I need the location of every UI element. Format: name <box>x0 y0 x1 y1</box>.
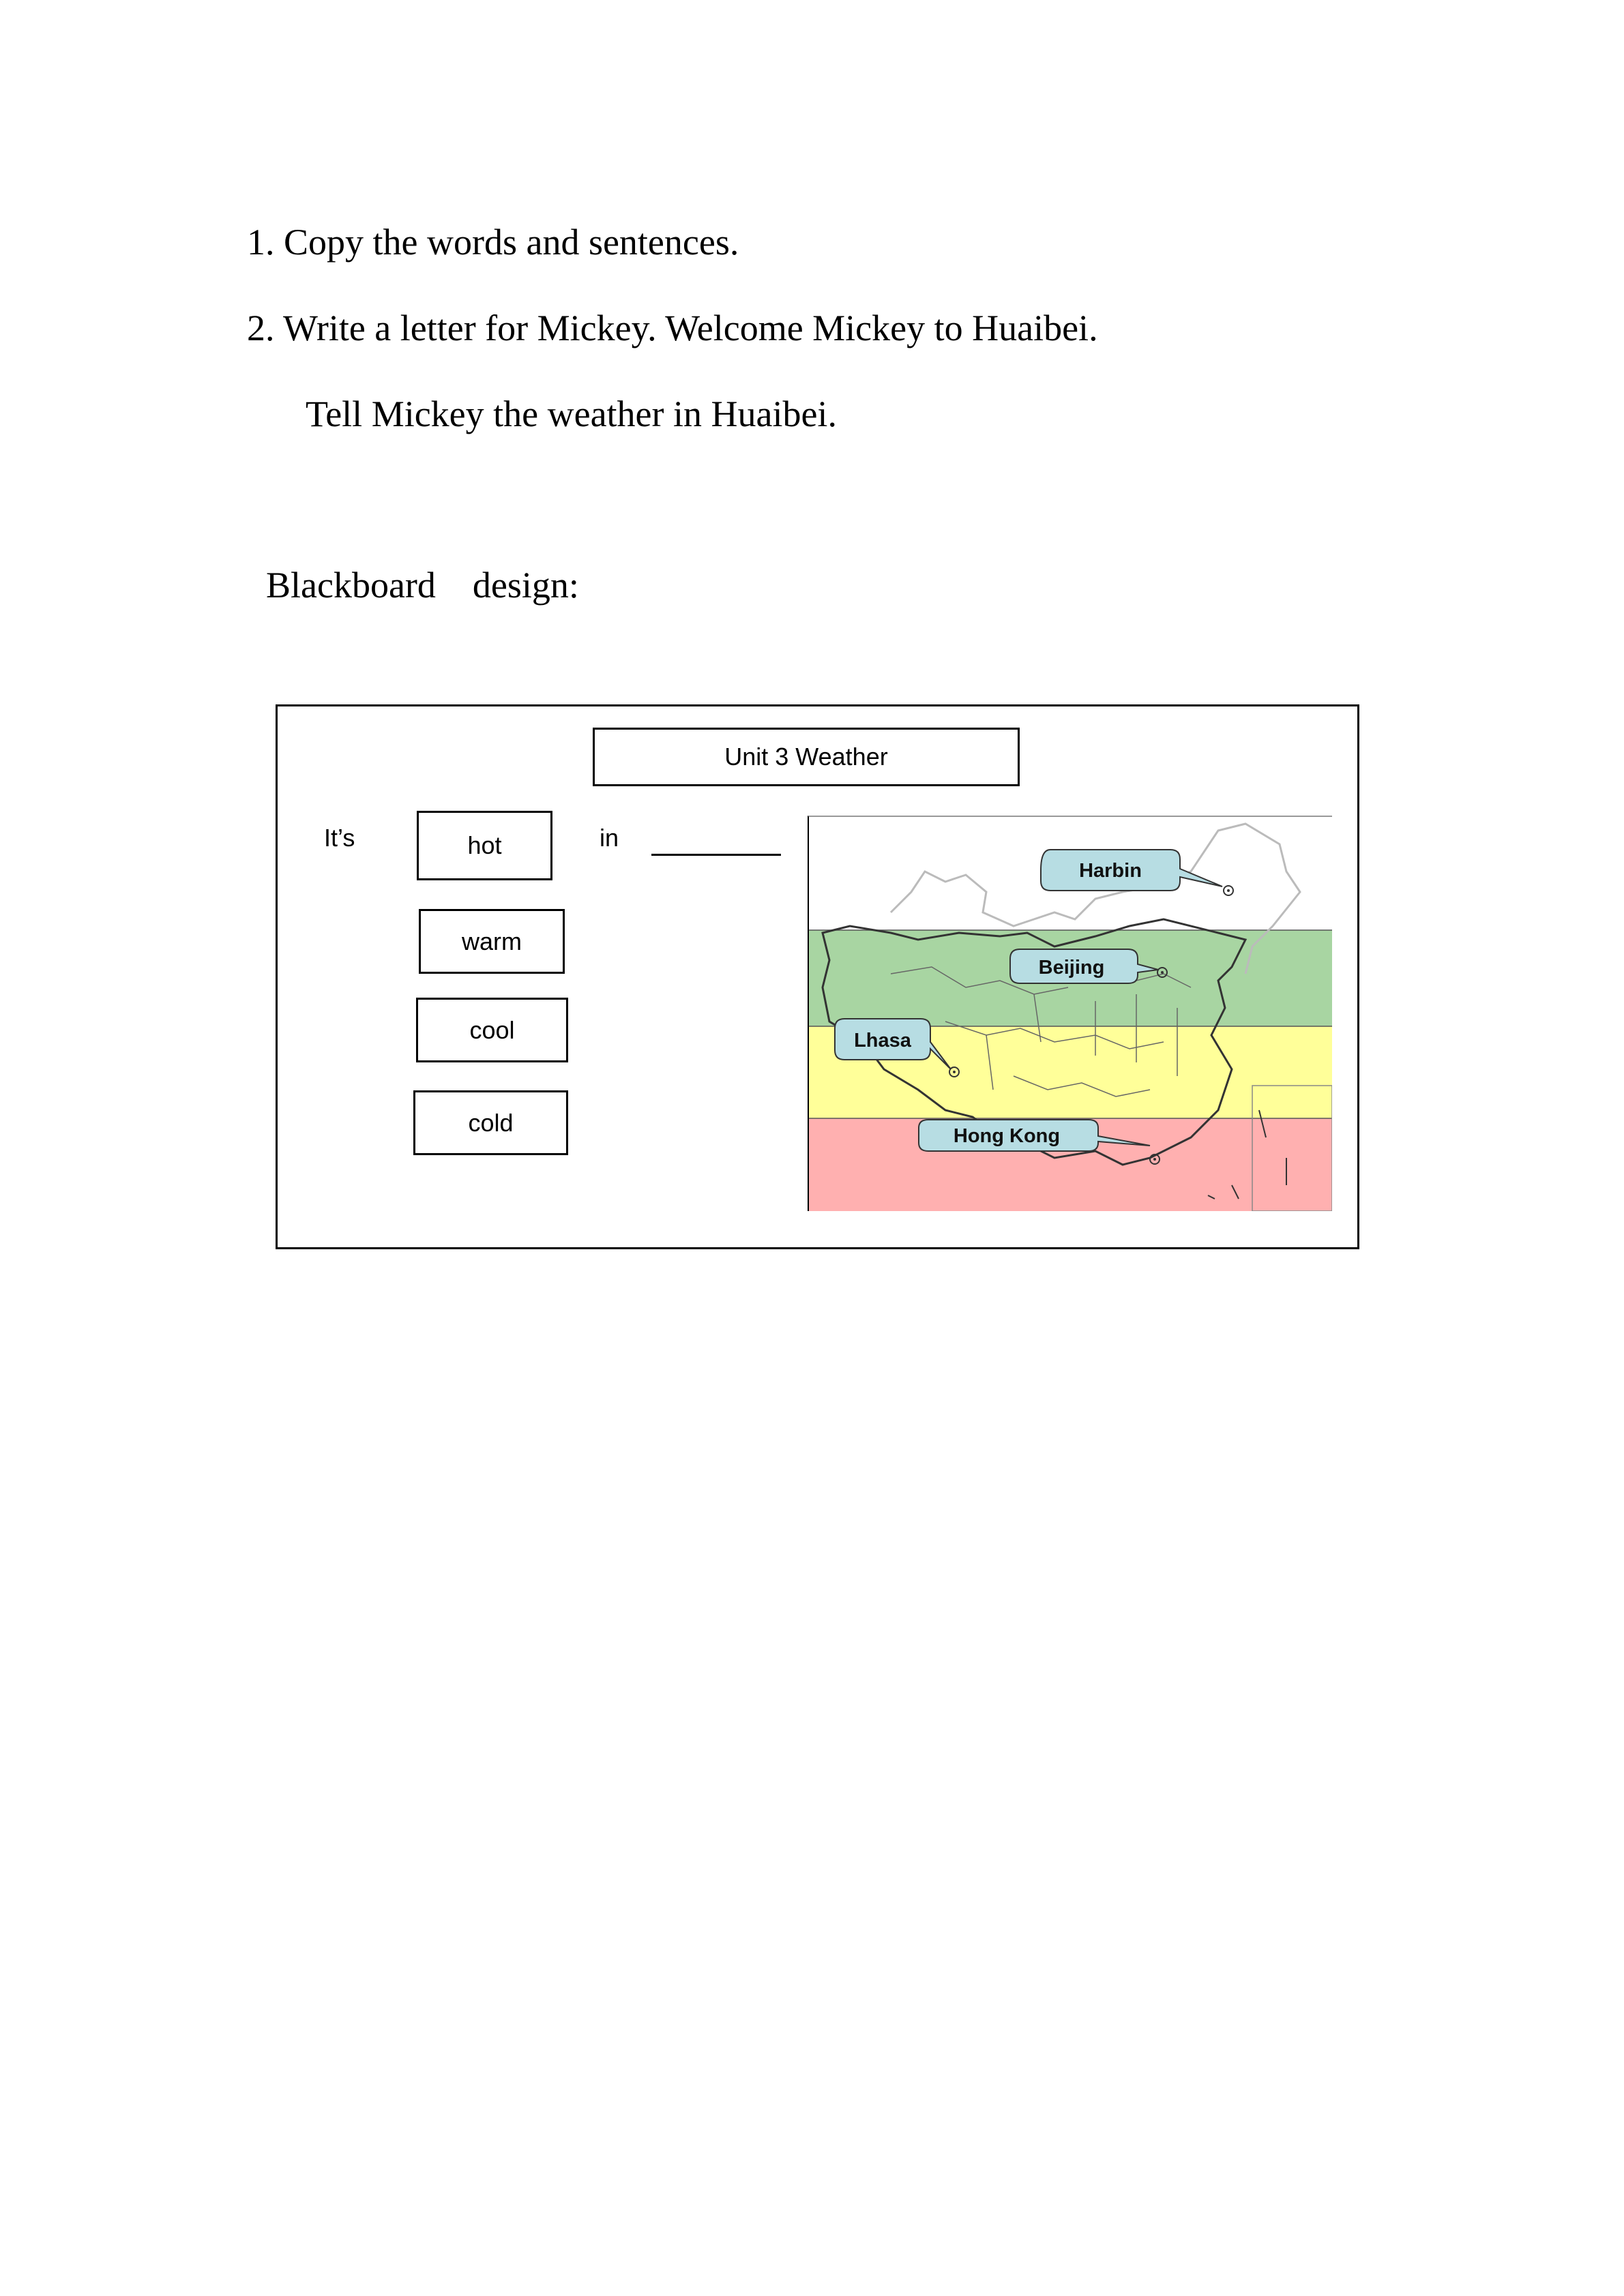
its-label: It’s <box>324 824 355 852</box>
blackboard-frame <box>276 704 1359 1249</box>
homework-item-2-continued: Tell Mickey the weather in Huaibei. <box>306 393 837 434</box>
homework-item-1: 1. Copy the words and sentences. <box>247 222 739 263</box>
map-svg <box>809 817 1332 1211</box>
homework-item-2: 2. Write a letter for Mickey. Welcome Mickey to Huaibei. <box>247 308 1098 348</box>
city-label-hong-kong: Hong Kong <box>953 1125 1061 1147</box>
callout-beijing <box>1010 949 1158 983</box>
unit-title-box: Unit 3 Weather <box>593 728 1020 786</box>
city-label-beijing: Beijing <box>1038 957 1105 979</box>
answer-blank-line <box>651 854 781 856</box>
city-label-lhasa: Lhasa <box>854 1030 911 1052</box>
word-card-cold: cold <box>413 1090 568 1155</box>
word-card-hot: hot <box>417 811 552 880</box>
city-label-harbin: Harbin <box>1079 860 1142 882</box>
in-label: in <box>600 824 619 852</box>
word-card-warm: warm <box>419 909 565 974</box>
word-card-cool: cool <box>416 998 568 1062</box>
blackboard-design-label: Blackboard design: <box>266 565 579 606</box>
china-weather-map <box>808 816 1332 1211</box>
